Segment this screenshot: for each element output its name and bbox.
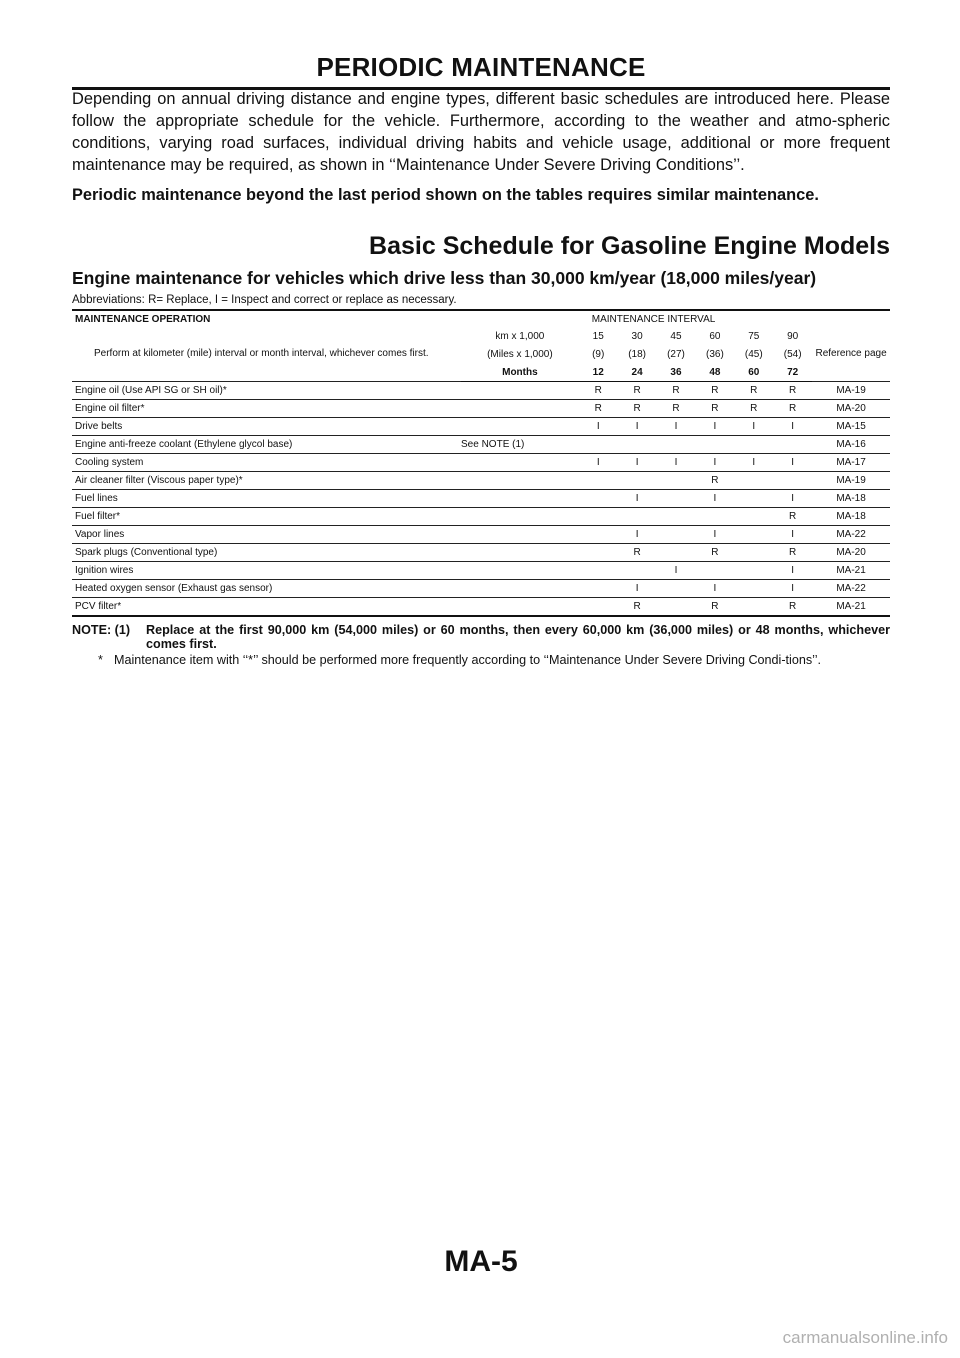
interval-cell (618, 562, 657, 580)
interval-cell (657, 436, 696, 454)
miles-45: (45) (744, 348, 763, 360)
interval-cell: R (657, 382, 696, 400)
interval-cell (657, 472, 696, 490)
interval-cell: I (618, 490, 657, 508)
interval-cell: R (695, 382, 734, 400)
interval-cell (579, 508, 618, 526)
interval-cell (618, 508, 657, 526)
sub-title: Engine maintenance for vehicles which drive less than 30,000 km/year (18,000 miles/year) (72, 268, 817, 288)
interval-cell (657, 544, 696, 562)
page-header (72, 52, 890, 90)
operation-note (461, 598, 579, 617)
operation-name: Cooling system (72, 454, 461, 472)
miles-27: (27) (667, 348, 685, 360)
operation-note (461, 400, 579, 418)
interval-cell: R (618, 598, 657, 617)
interval-cell (657, 508, 696, 526)
operation-name: Heated oxygen sensor (Exhaust gas sensor) (72, 580, 461, 598)
interval-cell (695, 508, 734, 526)
table-row (72, 400, 890, 418)
watermark: carmanualsonline.info (782, 1328, 948, 1347)
reference-page: MA-16 (812, 436, 890, 454)
operation-name: Vapor lines (72, 526, 461, 544)
table-header (72, 310, 890, 382)
operation-note (461, 544, 579, 562)
interval-cell: R (695, 400, 734, 418)
miles-54: (54) (783, 348, 802, 360)
star-note-text: Maintenance item with ‘‘*’’ should be performed more frequently according to ‘‘Maintenance Under Severe Driving Condi-tions’’. (114, 653, 822, 667)
table-row (72, 382, 890, 400)
interval-cell: I (773, 562, 812, 580)
interval-cell: R (618, 382, 657, 400)
km-30: 30 (631, 330, 643, 342)
miles-label: (Miles x 1,000) (487, 348, 553, 360)
intro-section (72, 88, 890, 206)
table-row (72, 544, 890, 562)
table-row (72, 418, 890, 436)
interval-cell (734, 508, 773, 526)
table-row (72, 598, 890, 617)
interval-cell (579, 580, 618, 598)
abbreviations-line: Abbreviations: R= Replace, I = Inspect and correct or replace as necessary. (72, 294, 457, 306)
table-row (72, 472, 890, 490)
reference-page: MA-15 (812, 418, 890, 436)
operation-name: Ignition wires (72, 562, 461, 580)
interval-cell: I (773, 580, 812, 598)
interval-cell: I (773, 526, 812, 544)
interval-cell: R (734, 400, 773, 418)
operation-note: See NOTE (1) (461, 436, 579, 454)
interval-cell (734, 544, 773, 562)
operation-name: Engine anti-freeze coolant (Ethylene glycol base) (72, 436, 461, 454)
operation-note (461, 472, 579, 490)
operation-name: Drive belts (72, 418, 461, 436)
interval-cell: R (773, 544, 812, 562)
star-mark: * (98, 653, 103, 667)
interval-cell: I (734, 418, 773, 436)
interval-cell: I (657, 562, 696, 580)
months-24: 24 (618, 363, 657, 382)
operation-name: Fuel lines (72, 490, 461, 508)
page-number: MA-5 (444, 1245, 518, 1278)
interval-cell (657, 598, 696, 617)
reference-page: MA-21 (812, 562, 890, 580)
interval-cell (618, 436, 657, 454)
reference-page: MA-19 (812, 472, 890, 490)
interval-cell (579, 562, 618, 580)
miles-9: (9) (592, 348, 605, 360)
perform-instruction: Perform at kilometer (mile) interval or month interval, whichever comes first. (94, 348, 429, 359)
operation-name: Air cleaner filter (Viscous paper type)* (72, 472, 461, 490)
interval-cell (579, 472, 618, 490)
interval-cell: R (579, 382, 618, 400)
months-12: 12 (579, 363, 618, 382)
interval-cell: I (773, 490, 812, 508)
interval-cell: I (773, 454, 812, 472)
page-title: PERIODIC MAINTENANCE (316, 52, 646, 82)
operation-name: Spark plugs (Conventional type) (72, 544, 461, 562)
header-empty-cell (812, 310, 890, 327)
km-75: 75 (748, 330, 760, 342)
interval-cell: I (695, 526, 734, 544)
interval-cell: I (618, 580, 657, 598)
reference-page: MA-17 (812, 454, 890, 472)
interval-cell (618, 472, 657, 490)
interval-cell: I (695, 454, 734, 472)
operation-name: Engine oil filter* (72, 400, 461, 418)
operation-note (461, 454, 579, 472)
miles-18: (18) (628, 348, 646, 360)
table-body (72, 382, 890, 617)
interval-cell: I (657, 418, 696, 436)
months-72: 72 (773, 363, 812, 382)
interval-cell (657, 490, 696, 508)
reference-page-header: Reference page (815, 348, 887, 359)
table-row (72, 490, 890, 508)
interval-cell: R (773, 382, 812, 400)
interval-cell: R (695, 544, 734, 562)
table-row (72, 454, 890, 472)
interval-cell (773, 472, 812, 490)
interval-cell (657, 526, 696, 544)
interval-cell: R (773, 400, 812, 418)
reference-page: MA-20 (812, 400, 890, 418)
interval-cell (734, 526, 773, 544)
km-60: 60 (709, 330, 721, 342)
interval-cell: I (734, 454, 773, 472)
km-15: 15 (592, 330, 604, 342)
operation-note (461, 490, 579, 508)
operation-note (461, 382, 579, 400)
reference-page: MA-20 (812, 544, 890, 562)
interval-cell: R (618, 400, 657, 418)
maintenance-schedule-table (72, 309, 890, 617)
reference-page: MA-21 (812, 598, 890, 617)
months-48: 48 (695, 363, 734, 382)
op-column-header: MAINTENANCE OPERATION (72, 310, 461, 327)
months-36: 36 (657, 363, 696, 382)
miles-36: (36) (705, 348, 724, 360)
reference-page: MA-18 (812, 490, 890, 508)
operation-note (461, 418, 579, 436)
interval-cell: R (734, 382, 773, 400)
interval-cell: I (618, 526, 657, 544)
km-90: 90 (787, 330, 799, 342)
operation-note (461, 508, 579, 526)
interval-cell (579, 436, 618, 454)
interval-cell (734, 580, 773, 598)
interval-cell: R (773, 598, 812, 617)
km-45: 45 (670, 330, 682, 342)
interval-cell: I (695, 580, 734, 598)
interval-cell: I (618, 418, 657, 436)
operation-note (461, 562, 579, 580)
operation-name: Fuel filter* (72, 508, 461, 526)
km-label: km x 1,000 (495, 330, 545, 342)
operation-name: PCV filter* (72, 598, 461, 617)
interval-cell: R (618, 544, 657, 562)
interval-cell (579, 598, 618, 617)
table-row (72, 562, 890, 580)
table-row (72, 580, 890, 598)
interval-cell: R (657, 400, 696, 418)
interval-cell: I (695, 418, 734, 436)
operation-note (461, 580, 579, 598)
note-1 (72, 623, 890, 651)
interval-cell: I (579, 454, 618, 472)
intro-paragraph: Depending on annual driving distance and engine types, different basic schedules are introduced here. Please follow the appropriate schedule for the vehicle. Furthermore, according to the weather and atmo-spheric conditions, varying road surfaces, individual driving habits and vehicle usage, additional or more frequent maintenance may be required, as shown in ‘‘Maintenance Under Severe Driving Conditions’’. (72, 90, 890, 174)
months-60: 60 (734, 363, 773, 382)
star-note (72, 653, 890, 667)
note-1-text: Replace at the first 90,000 km (54,000 miles) or 60 months, then every 60,000 km (36,000 miles) or 48 months, whichever comes first. (146, 623, 890, 651)
reference-page: MA-22 (812, 580, 890, 598)
interval-cell: R (579, 400, 618, 418)
interval-cell (734, 562, 773, 580)
interval-cell (579, 544, 618, 562)
section-title: Basic Schedule for Gasoline Engine Models (369, 232, 890, 260)
interval-header: MAINTENANCE INTERVAL (461, 310, 812, 327)
interval-cell (734, 436, 773, 454)
interval-cell: R (695, 472, 734, 490)
interval-cell: R (773, 508, 812, 526)
interval-cell (734, 472, 773, 490)
interval-cell (695, 436, 734, 454)
operation-note (461, 526, 579, 544)
intro-bold-note: Periodic maintenance beyond the last period shown on the tables requires similar maintenance. (72, 186, 819, 204)
interval-cell: I (657, 454, 696, 472)
interval-cell (773, 436, 812, 454)
table-row (72, 526, 890, 544)
interval-cell (579, 526, 618, 544)
interval-cell (657, 580, 696, 598)
table-row (72, 436, 890, 454)
operation-name: Engine oil (Use API SG or SH oil)* (72, 382, 461, 400)
reference-page: MA-22 (812, 526, 890, 544)
notes-section (72, 623, 890, 667)
interval-cell: I (773, 418, 812, 436)
interval-cell: I (618, 454, 657, 472)
table-row (72, 508, 890, 526)
months-label: Months (461, 363, 579, 382)
interval-cell (734, 598, 773, 617)
interval-cell (734, 490, 773, 508)
reference-page: MA-18 (812, 508, 890, 526)
note-1-label: NOTE: (1) (72, 623, 131, 637)
interval-cell (695, 562, 734, 580)
interval-cell: I (579, 418, 618, 436)
interval-cell (579, 490, 618, 508)
interval-cell: I (695, 490, 734, 508)
reference-page: MA-19 (812, 382, 890, 400)
interval-cell: R (695, 598, 734, 617)
